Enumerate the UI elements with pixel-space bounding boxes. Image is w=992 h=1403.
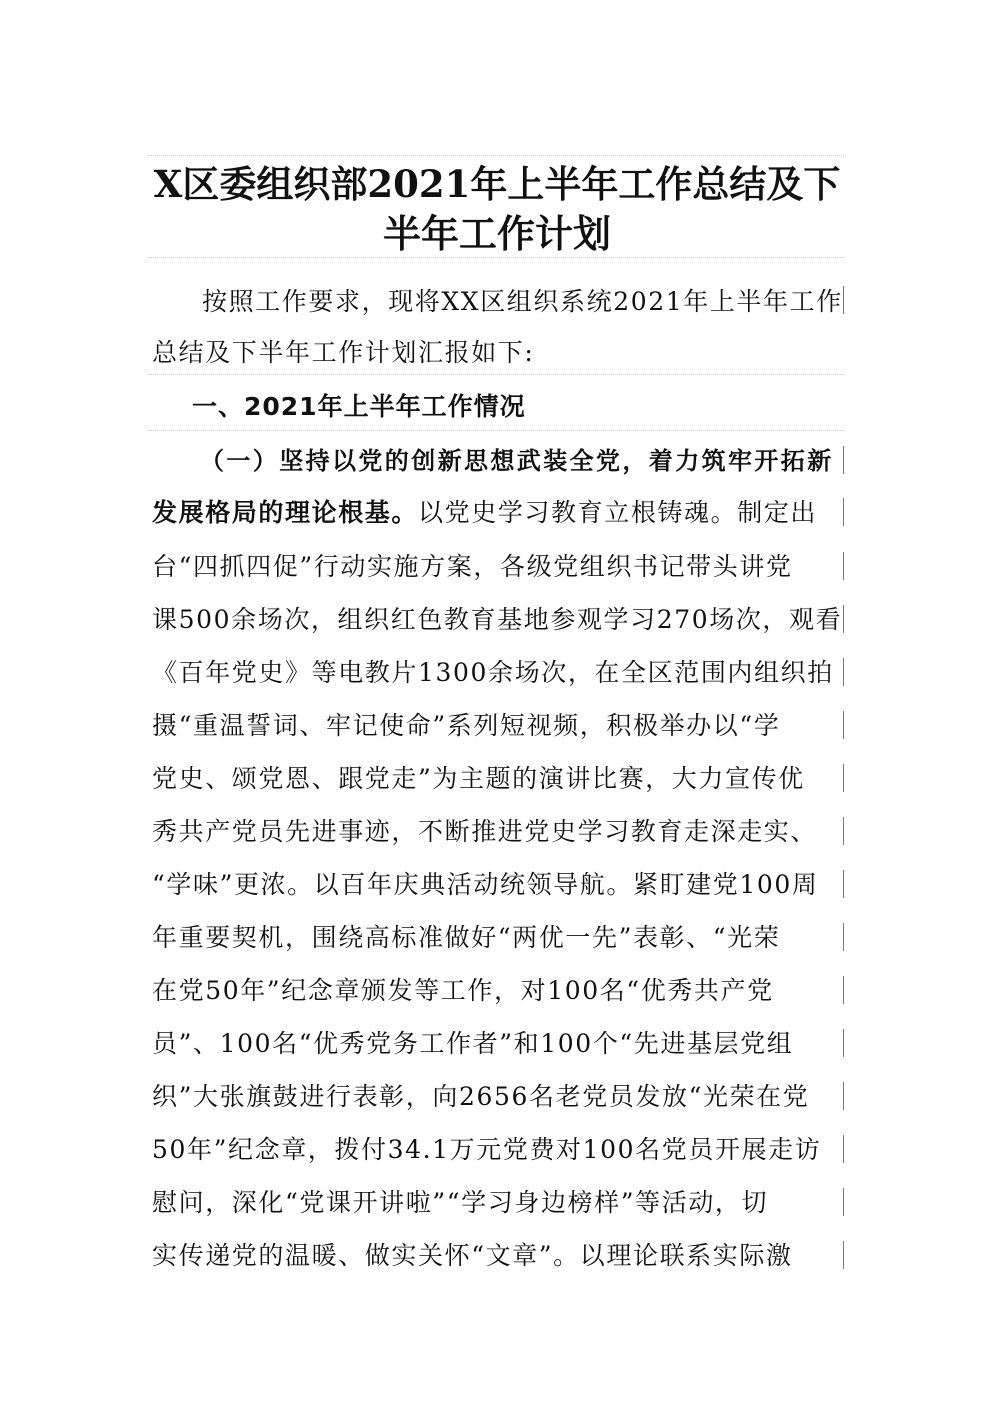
margin-mark xyxy=(843,1029,844,1057)
margin-mark xyxy=(843,764,844,792)
body-line-8: “学味”更浓。以百年庆典活动统领导航。紧盯建党100周 xyxy=(152,870,819,899)
body-line-9: 年重要契机，围绕高标准做好“两优一先”表彰、“光荣 xyxy=(152,923,781,952)
margin-mark xyxy=(843,1241,844,1269)
margin-mark xyxy=(843,923,844,951)
subsection-heading-line-2: 发展格局的理论根基。 xyxy=(152,498,419,527)
intro-line-1: 按照工作要求，现将XX区组织系统2021年上半年工作 xyxy=(202,287,843,316)
body-line-15: 实传递党的温暖、做实关怀“文章”。以理论联系实际激 xyxy=(152,1241,793,1270)
margin-mark xyxy=(843,658,844,686)
body-line-6: 党史、颂党恩、跟党走”为主题的演讲比赛，大力宣传优 xyxy=(152,764,805,793)
body-line-14: 慰问，深化“党课开讲啦”“学习身边榜样”等活动，切 xyxy=(152,1188,769,1217)
body-line-7: 秀共产党员先进事迹，不断推进党史学习教育走深走实、 xyxy=(152,817,818,846)
margin-mark xyxy=(843,605,844,633)
margin-mark xyxy=(843,552,844,580)
body-line-13: 50年”纪念章，拨付34.1万元党费对100名党员开展走访 xyxy=(152,1135,822,1164)
document-title-line-2: 半年工作计划 xyxy=(382,211,611,256)
body-line-1 xyxy=(152,496,844,530)
margin-mark xyxy=(843,498,844,526)
intro-line-2: 总结及下半年工作计划汇报如下: xyxy=(152,338,535,367)
guide-line-top xyxy=(148,155,844,156)
margin-mark xyxy=(843,711,844,739)
margin-mark xyxy=(843,1188,844,1216)
subsection-heading-line-1: （一）坚持以党的创新思想武装全党，着力筑牢开拓新 xyxy=(200,446,834,475)
margin-mark xyxy=(843,817,844,845)
body-line-11: 员”、100名“优秀党务工作者”和100个“先进基层党组 xyxy=(152,1029,794,1058)
body-line-12: 织”大张旗鼓进行表彰，向2656名老党员发放“光荣在党 xyxy=(152,1082,810,1111)
body-line-4: 《百年党史》等电教片1300余场次，在全区范围内组织拍 xyxy=(152,658,834,687)
guide-line-section xyxy=(148,374,844,375)
section-heading: 一、2021年上半年工作情况 xyxy=(192,392,526,421)
margin-mark xyxy=(843,1135,844,1163)
body-line-2: 台“四抓四促”行动实施方案，各级党组织书记带头讲党 xyxy=(152,552,793,581)
body-line-10: 在党50年”纪念章颁发等工作，对100名“优秀共产党 xyxy=(152,976,774,1005)
margin-mark xyxy=(843,1082,844,1110)
margin-mark xyxy=(843,286,844,314)
document-title-line-1: X区委组织部2021年上半年工作总结及下 xyxy=(153,162,841,206)
margin-mark xyxy=(843,446,844,474)
body-line-3: 课500余场次，组织红色教育基地参观学习270场次，观看 xyxy=(152,605,843,634)
guide-line-sub xyxy=(148,430,844,431)
body-text: 以党史学习教育立根铸魂。制定出 xyxy=(418,498,818,527)
margin-mark xyxy=(843,976,844,1004)
body-line-5: 摄“重温誓词、牢记使命”系列短视频，积极举办以“学 xyxy=(152,711,781,740)
margin-mark xyxy=(843,870,844,898)
